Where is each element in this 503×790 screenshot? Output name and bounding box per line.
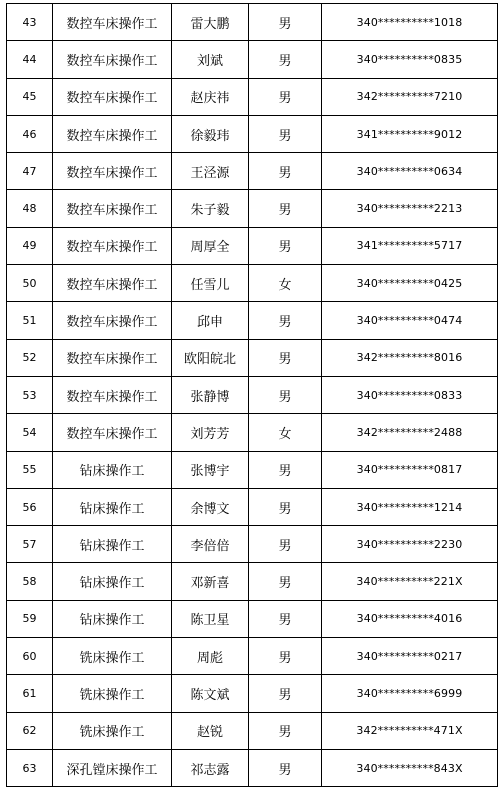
row-number-cell: 53 — [7, 376, 53, 413]
row-number-cell: 45 — [7, 78, 53, 115]
id-number-cell: 342**********2488 — [322, 414, 498, 451]
row-number-cell: 63 — [7, 749, 53, 786]
table-row — [7, 749, 498, 786]
row-number-cell: 44 — [7, 41, 53, 78]
id-number-cell: 340**********2213 — [322, 190, 498, 227]
id-number-cell: 340**********0817 — [322, 451, 498, 488]
person-name-cell: 朱子毅 — [172, 190, 249, 227]
id-number-cell: 340**********0217 — [322, 638, 498, 675]
id-number-cell: 342**********8016 — [322, 339, 498, 376]
row-number-cell: 58 — [7, 563, 53, 600]
person-name-cell: 张博宇 — [172, 451, 249, 488]
job-title-cell: 数控车床操作工 — [53, 153, 172, 190]
id-number-cell: 340**********2230 — [322, 526, 498, 563]
roster-table-body — [7, 4, 498, 787]
id-number-cell: 342**********471X — [322, 712, 498, 749]
person-name-cell: 邓新喜 — [172, 563, 249, 600]
document-page — [6, 3, 498, 787]
gender-cell: 男 — [249, 749, 322, 786]
row-number-cell: 54 — [7, 414, 53, 451]
table-row — [7, 115, 498, 152]
gender-cell: 男 — [249, 712, 322, 749]
gender-cell: 男 — [249, 190, 322, 227]
person-name-cell: 徐毅玮 — [172, 115, 249, 152]
gender-cell: 男 — [249, 563, 322, 600]
person-name-cell: 周彪 — [172, 638, 249, 675]
person-name-cell: 赵庆祎 — [172, 78, 249, 115]
person-name-cell: 邱申 — [172, 302, 249, 339]
row-number-cell: 47 — [7, 153, 53, 190]
job-title-cell: 数控车床操作工 — [53, 414, 172, 451]
gender-cell: 男 — [249, 451, 322, 488]
person-name-cell: 余博文 — [172, 488, 249, 525]
id-number-cell: 340**********4016 — [322, 600, 498, 637]
job-title-cell: 钻床操作工 — [53, 488, 172, 525]
table-row — [7, 265, 498, 302]
person-name-cell: 周厚全 — [172, 227, 249, 264]
roster-table — [6, 3, 498, 787]
job-title-cell: 数控车床操作工 — [53, 302, 172, 339]
gender-cell: 男 — [249, 227, 322, 264]
id-number-cell: 340**********0835 — [322, 41, 498, 78]
gender-cell: 男 — [249, 41, 322, 78]
row-number-cell: 56 — [7, 488, 53, 525]
table-row — [7, 712, 498, 749]
gender-cell: 男 — [249, 600, 322, 637]
person-name-cell: 任雪儿 — [172, 265, 249, 302]
row-number-cell: 46 — [7, 115, 53, 152]
row-number-cell: 50 — [7, 265, 53, 302]
person-name-cell: 欧阳皖北 — [172, 339, 249, 376]
job-title-cell: 铣床操作工 — [53, 712, 172, 749]
job-title-cell: 铣床操作工 — [53, 675, 172, 712]
id-number-cell: 340**********0474 — [322, 302, 498, 339]
table-row — [7, 41, 498, 78]
gender-cell: 男 — [249, 488, 322, 525]
table-row — [7, 451, 498, 488]
person-name-cell: 张静博 — [172, 376, 249, 413]
row-number-cell: 59 — [7, 600, 53, 637]
table-row — [7, 190, 498, 227]
row-number-cell: 52 — [7, 339, 53, 376]
id-number-cell: 341**********9012 — [322, 115, 498, 152]
row-number-cell: 60 — [7, 638, 53, 675]
job-title-cell: 深孔镗床操作工 — [53, 749, 172, 786]
job-title-cell: 数控车床操作工 — [53, 339, 172, 376]
table-row — [7, 526, 498, 563]
gender-cell: 男 — [249, 302, 322, 339]
table-row — [7, 302, 498, 339]
job-title-cell: 数控车床操作工 — [53, 115, 172, 152]
job-title-cell: 铣床操作工 — [53, 638, 172, 675]
row-number-cell: 43 — [7, 4, 53, 41]
job-title-cell: 数控车床操作工 — [53, 265, 172, 302]
person-name-cell: 祁志露 — [172, 749, 249, 786]
table-row — [7, 488, 498, 525]
table-row — [7, 638, 498, 675]
table-row — [7, 675, 498, 712]
gender-cell: 女 — [249, 414, 322, 451]
id-number-cell: 342**********7210 — [322, 78, 498, 115]
person-name-cell: 王泾源 — [172, 153, 249, 190]
job-title-cell: 数控车床操作工 — [53, 190, 172, 227]
row-number-cell: 61 — [7, 675, 53, 712]
gender-cell: 女 — [249, 265, 322, 302]
person-name-cell: 陈卫星 — [172, 600, 249, 637]
job-title-cell: 钻床操作工 — [53, 600, 172, 637]
row-number-cell: 51 — [7, 302, 53, 339]
job-title-cell: 钻床操作工 — [53, 563, 172, 600]
id-number-cell: 340**********843X — [322, 749, 498, 786]
table-row — [7, 563, 498, 600]
job-title-cell: 钻床操作工 — [53, 451, 172, 488]
gender-cell: 男 — [249, 675, 322, 712]
id-number-cell: 341**********5717 — [322, 227, 498, 264]
person-name-cell: 陈文斌 — [172, 675, 249, 712]
job-title-cell: 数控车床操作工 — [53, 227, 172, 264]
id-number-cell: 340**********0634 — [322, 153, 498, 190]
gender-cell: 男 — [249, 78, 322, 115]
id-number-cell: 340**********6999 — [322, 675, 498, 712]
job-title-cell: 数控车床操作工 — [53, 376, 172, 413]
row-number-cell: 48 — [7, 190, 53, 227]
gender-cell: 男 — [249, 115, 322, 152]
gender-cell: 男 — [249, 4, 322, 41]
row-number-cell: 49 — [7, 227, 53, 264]
person-name-cell: 赵锐 — [172, 712, 249, 749]
gender-cell: 男 — [249, 526, 322, 563]
person-name-cell: 李倍倍 — [172, 526, 249, 563]
row-number-cell: 62 — [7, 712, 53, 749]
id-number-cell: 340**********0833 — [322, 376, 498, 413]
job-title-cell: 数控车床操作工 — [53, 4, 172, 41]
table-row — [7, 600, 498, 637]
row-number-cell: 55 — [7, 451, 53, 488]
table-row — [7, 4, 498, 41]
table-row — [7, 153, 498, 190]
table-row — [7, 78, 498, 115]
id-number-cell: 340**********1018 — [322, 4, 498, 41]
table-row — [7, 376, 498, 413]
gender-cell: 男 — [249, 376, 322, 413]
id-number-cell: 340**********221X — [322, 563, 498, 600]
person-name-cell: 刘斌 — [172, 41, 249, 78]
person-name-cell: 刘芳芳 — [172, 414, 249, 451]
gender-cell: 男 — [249, 339, 322, 376]
table-row — [7, 227, 498, 264]
table-row — [7, 414, 498, 451]
id-number-cell: 340**********0425 — [322, 265, 498, 302]
job-title-cell: 数控车床操作工 — [53, 78, 172, 115]
job-title-cell: 钻床操作工 — [53, 526, 172, 563]
id-number-cell: 340**********1214 — [322, 488, 498, 525]
gender-cell: 男 — [249, 638, 322, 675]
gender-cell: 男 — [249, 153, 322, 190]
row-number-cell: 57 — [7, 526, 53, 563]
table-row — [7, 339, 498, 376]
job-title-cell: 数控车床操作工 — [53, 41, 172, 78]
person-name-cell: 雷大鹏 — [172, 4, 249, 41]
